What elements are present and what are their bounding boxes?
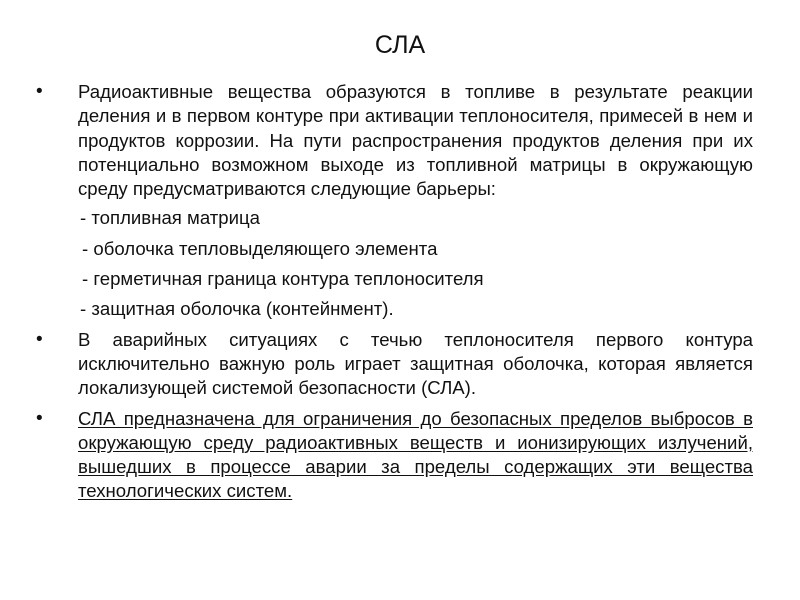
bullet-marker: •: [36, 81, 43, 102]
bullet-marker: •: [36, 407, 43, 429]
barrier-item: - защитная оболочка (контейнмент).: [80, 298, 394, 320]
barrier-item: - оболочка тепловыделяющего элемента: [82, 237, 438, 259]
bullet-item-2: [0, 328, 800, 401]
bullet-text-underlined: СЛА предназначена для ограничения до безопасных пределов выбросов в окружающую среду радиоактивных веществ и ионизирующих излучений, вышедших в процессе аварии за пределы содержащих эти вещества технологических систем.: [78, 407, 753, 502]
slide-title: СЛА: [374, 31, 426, 59]
bullet-item-3: [0, 407, 800, 504]
bullet-item-1: [0, 80, 800, 201]
barrier-item: - топливная матрица: [80, 207, 260, 229]
barrier-item: - герметичная граница контура теплоносителя: [82, 268, 484, 290]
bullet-marker: •: [36, 328, 43, 350]
slide-body: [0, 80, 800, 504]
bullet-text: Радиоактивные вещества образуются в топливе в результате реакции деления и в первом контуре при активации теплоносителя, примесей в нем и продуктов коррозии. На пути распространения продуктов деления при их потенциально возможном выходе из топливной матрицы в окружающую среду предусматриваются следующие барьеры:: [78, 81, 753, 200]
bullet-text: В аварийных ситуациях с течью теплоносителя первого контура исключительно важную роль играет защитная оболочка, которая является локализующей системой безопасности (СЛА).: [78, 328, 753, 399]
